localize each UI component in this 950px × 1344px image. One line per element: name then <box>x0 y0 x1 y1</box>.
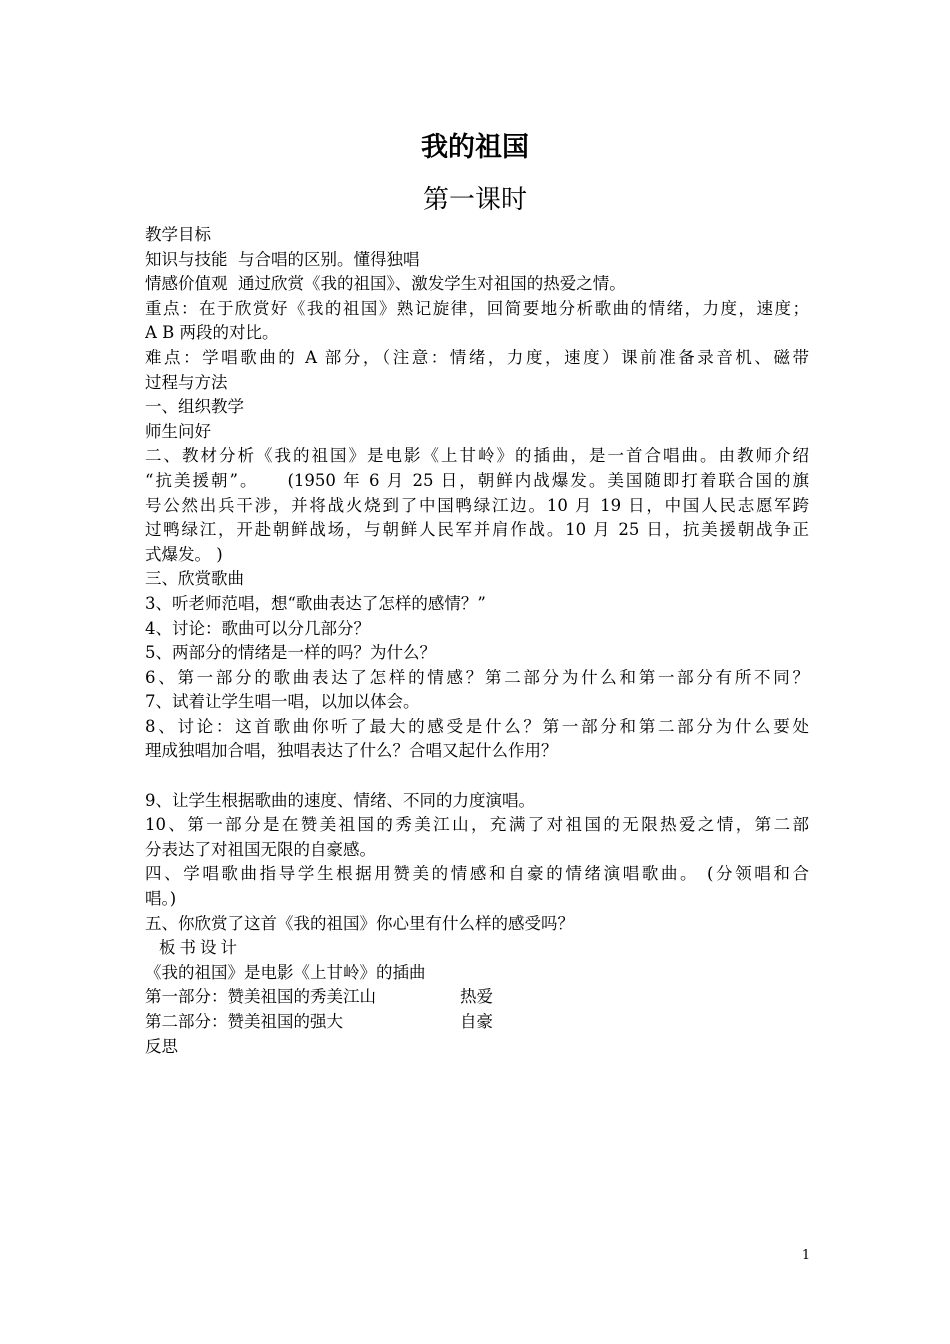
body-line: 10、第一部分是在赞美祖国的秀美江山，充满了对祖国的无限热爱之情，第二部 <box>145 815 809 835</box>
board-row-right: 热爱 <box>460 987 493 1007</box>
document-body <box>145 223 809 1059</box>
body-line: 3、听老师范唱，想“歌曲表达了怎样的感情？” <box>145 593 486 613</box>
body-line: 二、教材分析《我的祖国》是电影《上甘岭》的插曲，是一首合唱曲。由教师介绍 <box>145 446 809 466</box>
blank-line <box>145 764 809 789</box>
document-title: 我的祖国 <box>421 132 529 163</box>
body-line: A B 两段的对比。 <box>145 323 279 343</box>
body-line: “抗美援朝”。 (1950 年 6 月 25 日，朝鲜内战爆发。美国随即打着联合国的旗 <box>145 470 809 490</box>
body-line: 五、你欣赏了这首《我的祖国》你心里有什么样的感受吗？ <box>145 913 574 933</box>
body-line: 三、欣赏歌曲 <box>145 569 244 589</box>
body-line: 难点：学唱歌曲的 A 部分，（注意：情绪，力度，速度）课前准备录音机、磁带 <box>145 347 809 367</box>
body-line: 式爆发。 ) <box>145 544 223 564</box>
body-line: 分表达了对祖国无限的自豪感。 <box>145 839 376 859</box>
body-line: 8、讨论：这首歌曲你听了最大的感受是什么？第一部分和第二部分为什么要处 <box>145 716 809 736</box>
board-row-left: 第二部分：赞美祖国的强大 <box>145 1012 343 1031</box>
body-line: 情感价值观 通过欣赏《我的祖国》、激发学生对祖国的热爱之情。 <box>145 274 626 294</box>
body-line: 师生问好 <box>145 421 211 441</box>
body-line: 过鸭绿江，开赴朝鲜战场，与朝鲜人民军并肩作战。10 月 25 日，抗美援朝战争正 <box>145 520 809 540</box>
body-line: 一、组织教学 <box>145 397 244 417</box>
body-line: 知识与技能 与合唱的区别。懂得独唱 <box>145 249 420 269</box>
body-line: 唱。) <box>145 889 177 909</box>
body-line: 9、让学生根据歌曲的速度、情绪、不同的力度演唱。 <box>145 790 535 810</box>
document-subtitle: 第一课时 <box>422 185 527 215</box>
body-line: 过程与方法 <box>145 372 228 392</box>
body-line: 理成独唱加合唱，独唱表达了什么？合唱又起什么作用？ <box>145 741 558 761</box>
body-line: 四、学唱歌曲指导学生根据用赞美的情感和自豪的情绪演唱歌曲。 (分领唱和合 <box>145 864 809 884</box>
board-row-right: 自豪 <box>460 1012 493 1031</box>
body-line: 重点：在于欣赏好《我的祖国》熟记旋律，回简要地分析歌曲的情绪，力度，速度； <box>145 298 809 318</box>
board-row <box>145 1010 809 1035</box>
body-line: 号公然出兵干涉，并将战火烧到了中国鸭绿江边。10 月 19 日，中国人民志愿军跨 <box>145 495 809 515</box>
body-line: 4、讨论：歌曲可以分几部分？ <box>145 618 370 638</box>
board-row <box>145 985 809 1010</box>
body-line: 7、试着让学生唱一唱，以加以体会。 <box>145 692 420 712</box>
body-line: 5、两部分的情绪是一样的吗？为什么？ <box>145 643 436 663</box>
reflection-label: 反思 <box>145 1036 178 1056</box>
page-number: 1 <box>801 1248 811 1263</box>
board-design-heading: 板书设计 <box>159 938 241 958</box>
body-line: 6、第一部分的歌曲表达了怎样的情感？第二部分为什么和第一部分有所不同？ <box>145 667 809 687</box>
board-line: 《我的祖国》是电影《上甘岭》的插曲 <box>145 962 426 982</box>
board-row-left: 第一部分：赞美祖国的秀美江山 <box>145 987 376 1007</box>
body-line: 教学目标 <box>145 225 211 244</box>
